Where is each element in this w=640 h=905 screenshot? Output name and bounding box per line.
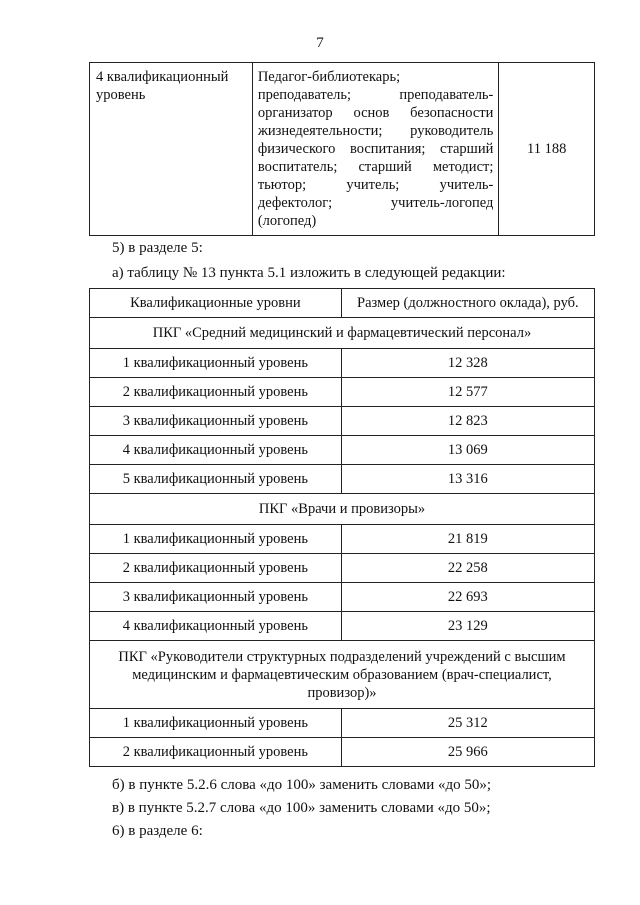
table-row [90,709,595,738]
table-row [90,407,595,436]
level-cell: 1 квалификационный уровень [90,709,342,738]
positions-line: (логопед) [257,213,317,229]
salary-cell: 12 823 [341,407,594,436]
salary-cell: 12 328 [341,349,594,378]
level-cell: 2 квалификационный уровень [90,554,342,583]
table-row [90,554,595,583]
positions-line: Педагог-библиотекарь; [257,69,401,85]
group-row [90,494,595,525]
page-number: 7 [316,35,324,51]
salary-cell: 13 069 [341,436,594,465]
group-title-line: ПКГ «Руководители структурных подразделений учреждений с высшим [118,648,566,665]
amendment-paragraph: в) в пункте 5.2.7 слова «до 100» заменить словами «до 50»; [112,800,491,816]
table-row [90,436,595,465]
group-title: ПКГ «Средний медицинский и фармацевтический персонал» [90,318,595,349]
table-row [90,465,595,494]
group-row [90,641,595,709]
level-cell: 4 квалификационный уровень [90,612,342,641]
salary-cell: 23 129 [341,612,594,641]
salary-cell: 25 966 [341,738,594,767]
salary-cell: 22 693 [341,583,594,612]
header-cell: Размер (должностного оклада), руб. [341,289,594,318]
table-row [90,525,595,554]
positions-line: преподаватель; преподаватель- [257,87,494,103]
group-title: ПКГ «Врачи и провизоры» [90,494,595,525]
salary-table [89,288,595,767]
salary-cell: 25 312 [341,709,594,738]
section-paragraph: 5) в разделе 5: [112,240,203,256]
positions-line: жизнедеятельности; руководитель [257,123,494,139]
group-title [90,641,595,709]
level-cell: 3 квалификационный уровень [90,583,342,612]
level-cell: 4 квалификационный уровень [90,436,342,465]
positions-line: организатор основ безопасности [257,105,494,121]
salary-cell: 22 258 [341,554,594,583]
positions-line: воспитатель; старший методист; [257,159,494,175]
positions-line: тьютор; учитель; учитель- [257,177,494,193]
positions-cell [252,63,499,236]
level-cell: 3 квалификационный уровень [90,407,342,436]
salary-cell: 12 577 [341,378,594,407]
level-cell: 1 квалификационный уровень [90,349,342,378]
level-cell: 2 квалификационный уровень [90,378,342,407]
table-header-row [90,289,595,318]
group-title-line: медицинским и фармацевтическим образованием (врач-специалист, [132,666,552,683]
table-row [90,612,595,641]
amendment-paragraph: б) в пункте 5.2.6 слова «до 100» заменить словами «до 50»; [112,777,492,793]
salary-cell: 11 188 [499,63,595,236]
table-intro-paragraph: а) таблицу № 13 пункта 5.1 изложить в следующей редакции: [112,265,506,281]
continuation-table [89,62,595,236]
table-row [90,349,595,378]
level-cell: 5 квалификационный уровень [90,465,342,494]
level-cell: 1 квалификационный уровень [90,525,342,554]
table-row [90,583,595,612]
group-row [90,318,595,349]
group-title-line: провизор)» [307,684,377,701]
section-paragraph: 6) в разделе 6: [112,823,203,839]
salary-cell: 13 316 [341,465,594,494]
table-row [90,738,595,767]
table-row [90,378,595,407]
positions-line: физического воспитания; старший [257,141,494,157]
positions-line: дефектолог; учитель-логопед [257,195,494,211]
header-cell: Квалификационные уровни [90,289,342,318]
level-cell: 2 квалификационный уровень [90,738,342,767]
salary-cell: 21 819 [341,525,594,554]
table-row [90,63,595,236]
level-cell: 4 квалификационный уровень [90,63,253,236]
